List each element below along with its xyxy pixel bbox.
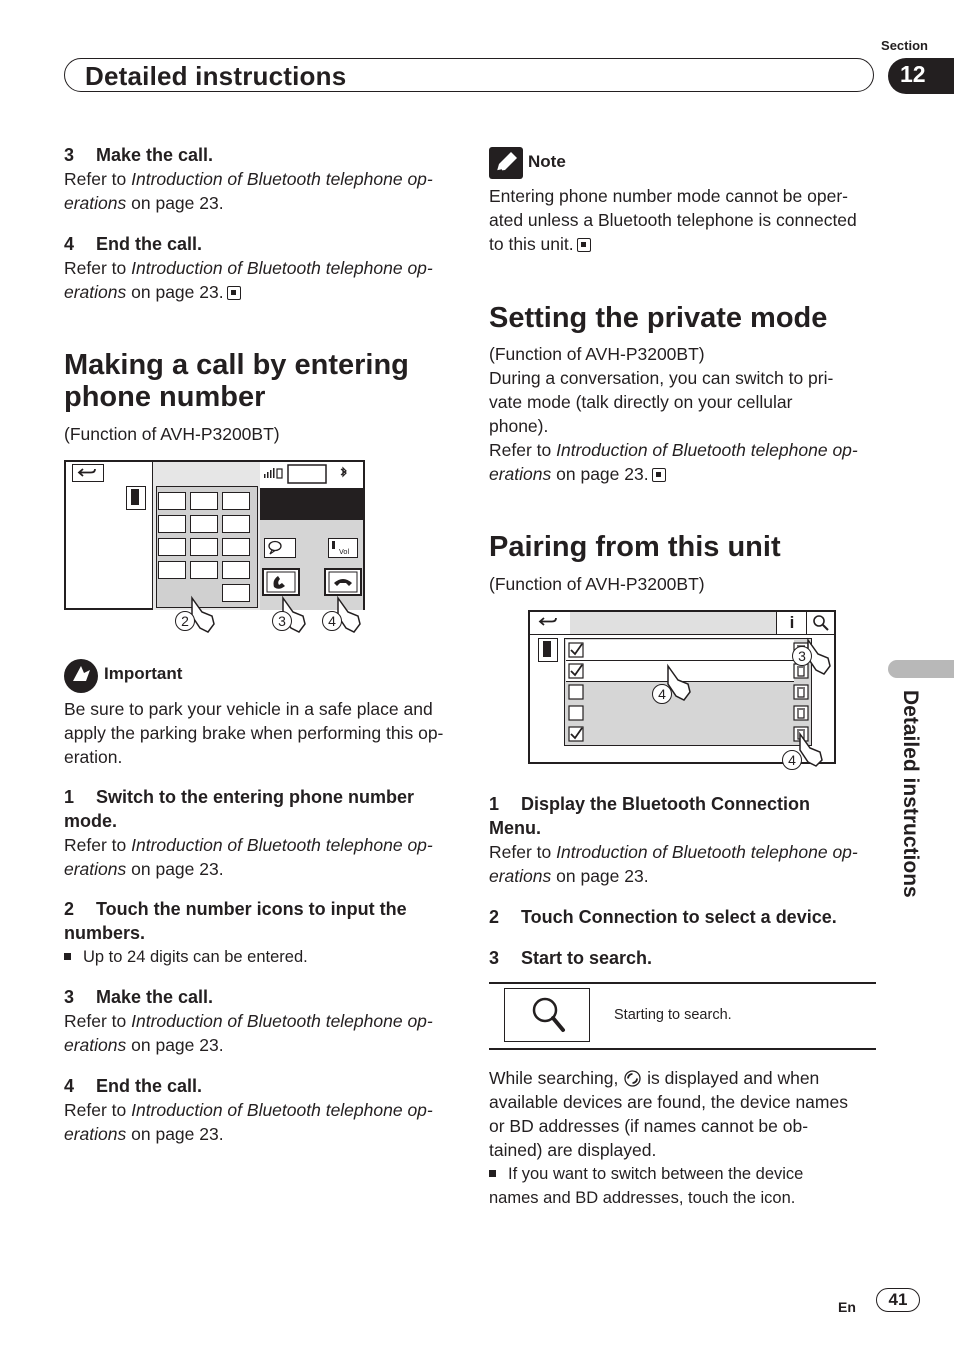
left-top-steps: [64, 143, 456, 304]
text-line: ated unless a Bluetooth telephone is connected: [489, 210, 857, 230]
section-number-badge: 12: [888, 58, 954, 94]
ref-post: on page 23.: [126, 282, 224, 302]
callout-number: 3: [272, 611, 292, 631]
number-key[interactable]: [190, 492, 218, 510]
heading-line: Making a call by entering: [64, 349, 409, 381]
ref-pre: Refer to: [489, 440, 557, 460]
section-heading-private-mode: Setting the private mode: [489, 302, 828, 334]
end-mark-icon: [227, 286, 241, 300]
text-line: phone).: [489, 416, 549, 436]
step-title: Make the call.: [96, 145, 214, 165]
left-steps: [64, 785, 456, 1146]
callout-number: 2: [175, 611, 195, 631]
number-key[interactable]: [190, 515, 218, 533]
ref-post: on page 23.: [126, 859, 224, 879]
callout-number: 4: [782, 750, 802, 770]
text-line: tained) are displayed.: [489, 1140, 657, 1160]
ref-link-text: Introduction of Bluetooth telephone op-: [556, 842, 858, 862]
number-key[interactable]: [158, 538, 186, 556]
bullet-item: [489, 1162, 881, 1186]
end-mark-icon: [577, 238, 591, 252]
ref-pre: Refer to: [64, 169, 132, 189]
ref-pre: Refer to: [489, 842, 557, 862]
number-key[interactable]: [190, 538, 218, 556]
important-icon: [64, 659, 98, 693]
ref-link-text: erations: [489, 464, 552, 484]
search-icon-box: [504, 988, 590, 1042]
step-title: Touch Connection to select a device.: [521, 907, 837, 927]
speech-bubble-icon: [265, 539, 294, 556]
checkbox-column: [568, 641, 586, 745]
search-status-text: Starting to search.: [614, 1007, 732, 1023]
phone-hangup-icon: [326, 570, 360, 594]
search-icon: [807, 612, 835, 634]
step-title: mode.: [64, 811, 118, 831]
ref-link-text: erations: [64, 282, 127, 302]
section-heading-making-call: [64, 349, 464, 413]
step-number: 3: [64, 145, 75, 165]
status-bar: [260, 462, 363, 488]
step-body: [64, 1009, 456, 1057]
page-number: 41: [876, 1288, 920, 1312]
step-number: 3: [64, 987, 75, 1007]
step-title: numbers.: [64, 923, 146, 943]
ref-post: on page 23.: [126, 193, 224, 213]
text-line: [489, 232, 879, 256]
text-line: or BD addresses (if names cannot be ob-: [489, 1116, 809, 1136]
bullet-text: Up to 24 digits can be entered.: [83, 948, 308, 966]
step-heading: [64, 143, 456, 167]
number-key[interactable]: [158, 492, 186, 510]
loading-spinner-icon: [623, 1069, 642, 1088]
number-key[interactable]: [222, 538, 250, 556]
ref-pre: Refer to: [64, 258, 132, 278]
phone-call-icon: [264, 570, 298, 594]
number-key[interactable]: [222, 561, 250, 579]
step-number: 3: [489, 948, 500, 968]
text-line: vate mode (talk directly on your cellular: [489, 392, 793, 412]
bullet-item: [64, 945, 456, 969]
ref-link-text: Introduction of Bluetooth telephone op-: [131, 835, 433, 855]
step-heading: [64, 1074, 456, 1098]
bullet-icon: [489, 1170, 496, 1177]
text-line: apply the parking brake when performing this op-: [64, 723, 444, 743]
step-body: [64, 256, 456, 304]
step-title: Switch to the entering phone number: [96, 787, 415, 807]
number-key[interactable]: [158, 561, 186, 579]
text-line: [489, 1065, 881, 1090]
header-bar: [64, 58, 874, 92]
info-button[interactable]: i: [776, 612, 807, 635]
make-call-button[interactable]: [262, 568, 300, 596]
text-line: [489, 438, 881, 462]
ref-link-text: Introduction of Bluetooth telephone op-: [556, 440, 858, 460]
step-title: Menu.: [489, 818, 541, 838]
divider: [489, 1048, 876, 1050]
number-display: [260, 488, 363, 520]
section-heading-pairing: Pairing from this unit: [489, 531, 781, 563]
phone-device-icon: [126, 486, 146, 510]
step-heading: [489, 905, 881, 929]
ref-post: on page 23.: [551, 866, 649, 886]
bullet-text: If you want to switch between the device: [508, 1165, 804, 1183]
step-title: Display the Bluetooth Connection: [521, 794, 811, 814]
step-body: [64, 167, 456, 215]
ref-link-text: erations: [64, 1124, 127, 1144]
callout-number: 3: [792, 646, 812, 666]
step-title: Make the call.: [96, 987, 214, 1007]
step-number: 2: [64, 899, 75, 919]
step-title: Touch the number icons to input the: [96, 899, 407, 919]
text-line: Be sure to park your vehicle in a safe place and: [64, 699, 433, 719]
speech-button[interactable]: [264, 538, 296, 558]
text-line: [489, 462, 881, 486]
search-icon: [505, 989, 588, 1040]
step-heading: [64, 785, 456, 833]
note-label: Note: [528, 152, 566, 171]
ref-pre: Refer to: [64, 835, 132, 855]
number-key[interactable]: [190, 561, 218, 579]
end-call-button[interactable]: [324, 568, 362, 596]
ref-post: on page 23.: [126, 1124, 224, 1144]
back-button[interactable]: [530, 612, 571, 635]
title-bar: [570, 612, 776, 635]
step-title: End the call.: [96, 1076, 203, 1096]
ref-link-text: Introduction of Bluetooth telephone op-: [131, 258, 433, 278]
text-line-part: to this unit.: [489, 234, 574, 254]
side-tab-label: Detailed instructions: [899, 690, 922, 898]
ref-post: on page 23.: [551, 464, 649, 484]
callout-number: 4: [322, 611, 342, 631]
ref-pre: Refer to: [64, 1011, 132, 1031]
ref-post: on page 23.: [126, 1035, 224, 1055]
language-label: En: [838, 1299, 856, 1315]
text-part: is displayed and when: [642, 1068, 820, 1088]
end-mark-icon: [652, 468, 666, 482]
step-title: Start to search.: [521, 948, 653, 968]
heading-line: phone number: [64, 381, 266, 413]
callout-number: 4: [652, 684, 672, 704]
ref-link-text: Introduction of Bluetooth telephone op-: [131, 1100, 433, 1120]
ref-link-text: erations: [64, 193, 127, 213]
volume-icon: [329, 539, 356, 556]
note-icon: [489, 147, 523, 179]
text-line: During a conversation, you can switch to pri-: [489, 368, 834, 388]
important-text: [64, 697, 456, 769]
side-tab-marker: [888, 660, 954, 678]
step-body: [64, 833, 456, 881]
ref-link-text: Introduction of Bluetooth telephone op-: [131, 1011, 433, 1031]
number-key[interactable]: [158, 515, 186, 533]
back-arrow-icon: [530, 612, 568, 632]
section-label: Section: [881, 38, 928, 53]
ref-link-text: erations: [64, 859, 127, 879]
search-button[interactable]: [806, 612, 835, 635]
text-line: eration.: [64, 747, 123, 767]
text-line: available devices are found, the device names: [489, 1092, 848, 1112]
ref-link-text: erations: [64, 1035, 127, 1055]
function-note: (Function of AVH-P3200BT): [489, 344, 705, 364]
page-title: Detailed instructions: [85, 61, 347, 91]
pairing-steps: [489, 792, 881, 970]
phone-keypad-screen: [64, 460, 365, 610]
function-note: (Function of AVH-P3200BT): [64, 424, 280, 444]
step-heading: [64, 897, 456, 945]
svg-text:Vol: Vol: [339, 548, 350, 556]
back-button[interactable]: [72, 464, 104, 482]
text-line: Entering phone number mode cannot be oper-: [489, 186, 848, 206]
important-label: Important: [104, 664, 183, 683]
text-part: While searching,: [489, 1068, 624, 1088]
step-body: [489, 840, 881, 888]
step-number: 1: [64, 787, 75, 807]
step-heading: [489, 792, 881, 840]
ref-pre: Refer to: [64, 1100, 132, 1120]
number-key[interactable]: [222, 515, 250, 533]
step-title: End the call.: [96, 234, 203, 254]
number-key[interactable]: [222, 492, 250, 510]
phone-device-icon: [538, 638, 558, 662]
step-number: 2: [489, 907, 500, 927]
ref-link-text: Introduction of Bluetooth telephone op-: [131, 169, 433, 189]
step-body: [64, 1098, 456, 1146]
signal-battery-icon: [260, 462, 363, 488]
step-number: 1: [489, 794, 500, 814]
step-number: 4: [64, 234, 75, 254]
back-arrow-icon: [73, 465, 102, 480]
bullet-icon: [64, 953, 71, 960]
searching-text: [489, 1065, 881, 1210]
step-number: 4: [64, 1076, 75, 1096]
step-heading: [489, 946, 881, 970]
ref-link-text: erations: [489, 866, 552, 886]
divider: [489, 982, 876, 984]
volume-button[interactable]: [328, 538, 358, 558]
bullet-text: names and BD addresses, touch the icon.: [489, 1189, 796, 1207]
private-mode-text: [489, 342, 881, 486]
step-heading: [64, 232, 456, 256]
function-note: (Function of AVH-P3200BT): [489, 574, 705, 594]
step-heading: [64, 985, 456, 1009]
note-text: [489, 184, 879, 256]
